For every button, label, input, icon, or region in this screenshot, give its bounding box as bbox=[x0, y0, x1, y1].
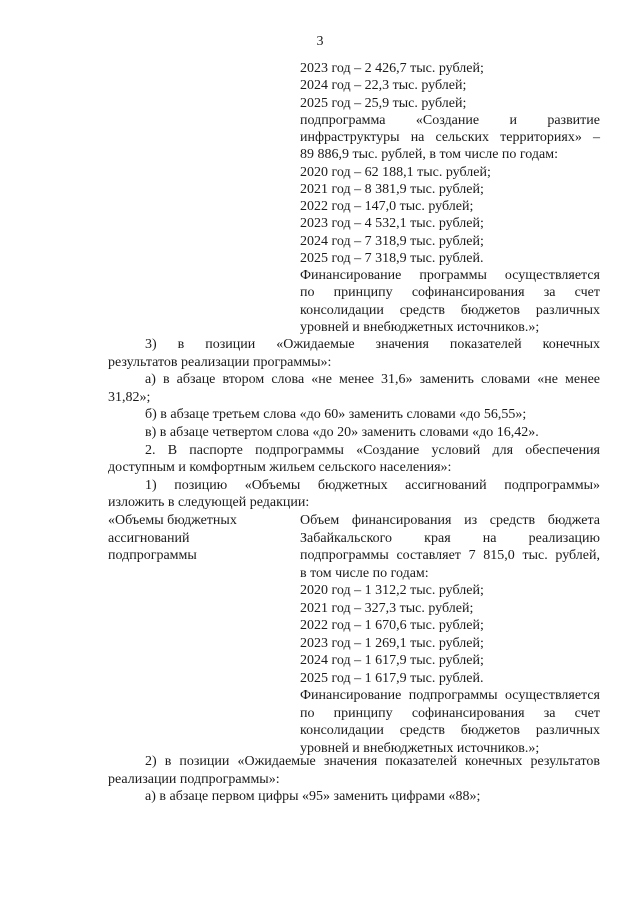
text-line: подпрограммы составляет 7 815,0 тыс. рублей, bbox=[300, 548, 600, 563]
text-line: уровней и внебюджетных источников.»; bbox=[300, 319, 540, 335]
text-line: 3) в позиции «Ожидаемые значения показателей конечных bbox=[145, 337, 600, 352]
page-number: 3 bbox=[316, 34, 324, 49]
text-line: 31,82»; bbox=[108, 389, 151, 405]
text-line: результатов реализации программы»: bbox=[108, 354, 332, 370]
text-line: 2022 год – 1 670,6 тыс. рублей; bbox=[300, 618, 484, 633]
text-line: 2020 год – 1 312,2 тыс. рублей; bbox=[300, 583, 484, 598]
text-line: подпрограмма «Создание и развитие bbox=[300, 112, 600, 128]
text-line: по принципу софинансирования за счет bbox=[300, 285, 600, 301]
text-line: 2020 год – 62 188,1 тыс. рублей; bbox=[300, 164, 491, 180]
text-line: 2) в позиции «Ожидаемые значения показателей конечных результатов bbox=[145, 754, 600, 769]
text-line: 2021 год – 8 381,9 тыс. рублей; bbox=[300, 181, 484, 197]
text-line: 2. В паспорте подпрограммы «Создание условий для обеспечения bbox=[145, 442, 600, 458]
text-line: б) в абзаце третьем слова «до 60» заменить словами «до 56,55»; bbox=[145, 407, 527, 423]
text-line: уровней и внебюджетных источников.»; bbox=[300, 740, 540, 756]
text-line: реализации подпрограммы»: bbox=[108, 771, 280, 787]
table-label-line: ассигнований bbox=[108, 530, 190, 546]
text-line: доступным и комфортным жильем сельского населения»: bbox=[108, 460, 452, 476]
text-line: в) в абзаце четвертом слова «до 20» заменить словами «до 16,42». bbox=[145, 425, 539, 440]
text-line: 2023 год – 4 532,1 тыс. рублей; bbox=[300, 216, 484, 232]
text-line: 2023 год – 1 269,1 тыс. рублей; bbox=[300, 635, 484, 651]
text-line: по принципу софинансирования за счет bbox=[300, 705, 600, 721]
text-line: 2024 год – 7 318,9 тыс. рублей; bbox=[300, 233, 484, 249]
text-line: 2025 год – 1 617,9 тыс. рублей. bbox=[300, 670, 484, 686]
text-line: в том числе по годам: bbox=[300, 565, 429, 581]
table-label-line: «Объемы бюджетных bbox=[108, 513, 237, 528]
text-line: консолидации средств бюджетов различных bbox=[300, 302, 600, 318]
text-line: 1) позицию «Объемы бюджетных ассигнований подпрограммы» bbox=[145, 477, 600, 493]
text-line: а) в абзаце втором слова «не менее 31,6» заменить словами «не менее bbox=[145, 372, 600, 388]
text-line: а) в абзаце первом цифры «95» заменить цифрами «88»; bbox=[145, 789, 481, 805]
text-line: изложить в следующей редакции: bbox=[108, 495, 310, 511]
text-line: Финансирование программы осуществляется bbox=[300, 268, 600, 283]
text-line: 89 886,9 тыс. рублей, в том числе по годам: bbox=[300, 147, 558, 163]
text-line: 2024 год – 22,3 тыс. рублей; bbox=[300, 78, 467, 94]
text-line: консолидации средств бюджетов различных bbox=[300, 723, 600, 738]
text-line: 2025 год – 25,9 тыс. рублей; bbox=[300, 95, 467, 111]
text-line: 2022 год – 147,0 тыс. рублей; bbox=[300, 199, 474, 214]
text-line: Объем финансирования из средств бюджета bbox=[300, 513, 600, 528]
text-line: Финансирование подпрограммы осуществляется bbox=[300, 688, 600, 703]
text-line: 2023 год – 2 426,7 тыс. рублей; bbox=[300, 61, 484, 76]
text-line: Забайкальского края на реализацию bbox=[300, 530, 600, 546]
text-line: 2024 год – 1 617,9 тыс. рублей; bbox=[300, 653, 484, 668]
text-line: инфраструктуры на сельских территориях» – bbox=[300, 130, 600, 145]
table-label-line: подпрограммы bbox=[108, 548, 197, 563]
text-line: 2025 год – 7 318,9 тыс. рублей. bbox=[300, 250, 484, 266]
text-line: 2021 год – 327,3 тыс. рублей; bbox=[300, 600, 474, 616]
